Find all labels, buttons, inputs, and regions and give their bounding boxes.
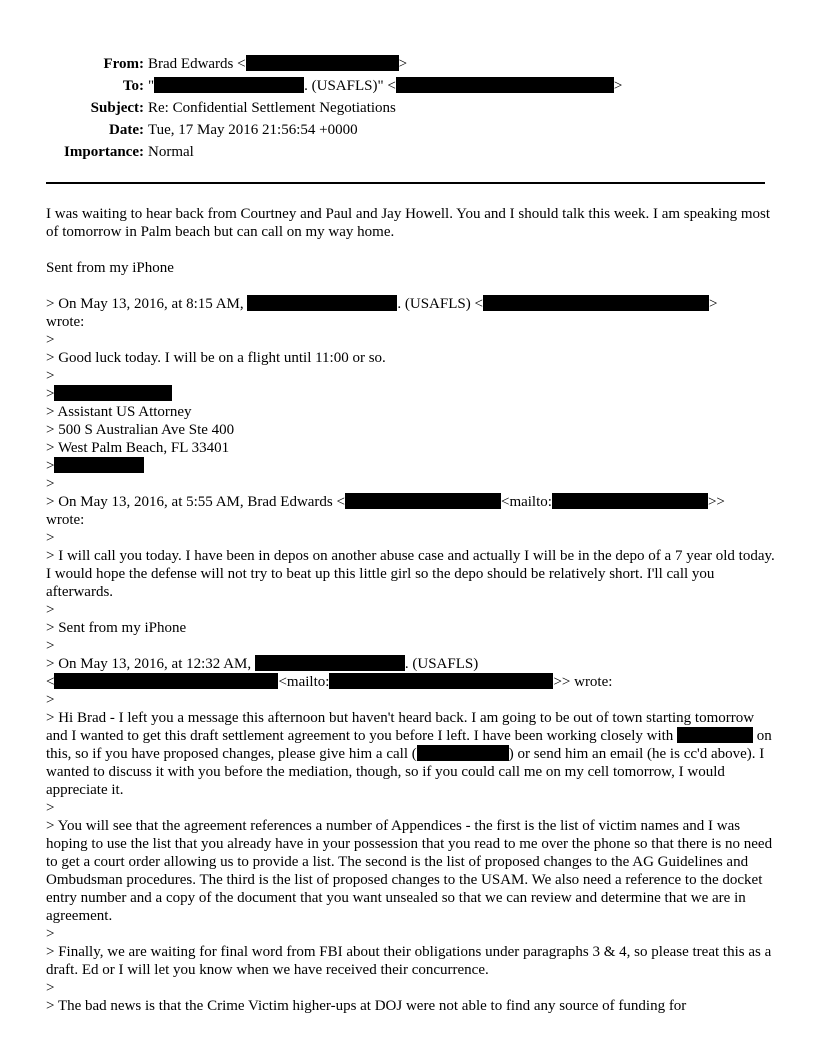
redaction-box bbox=[329, 673, 553, 689]
redaction-box bbox=[483, 295, 709, 311]
body-paragraph: I was waiting to hear back from Courtney and Paul and Jay Howell. You and I should talk this week. I am speaking most of tomorrow in Palm beach but can call on my way home. bbox=[46, 206, 771, 240]
redaction-box bbox=[396, 77, 614, 93]
quote-text: . (USAFLS) bbox=[404, 656, 479, 672]
to-label: To: bbox=[122, 78, 144, 94]
quote-text: > bbox=[708, 296, 718, 312]
quote-header bbox=[46, 295, 776, 313]
quote-line: wrote: bbox=[46, 314, 85, 330]
quote-line: wrote: bbox=[46, 512, 85, 528]
quote-text: < bbox=[46, 674, 55, 690]
quote-line: > bbox=[46, 530, 55, 546]
to-bracket: > bbox=[613, 78, 623, 94]
quote-line: > bbox=[46, 476, 55, 492]
quote-text: > On May 13, 2016, at 5:55 AM, Brad Edwards < bbox=[46, 494, 345, 510]
quote-paragraph: > The bad news is that the Crime Victim higher-ups at DOJ were not able to find any source of funding for bbox=[46, 998, 687, 1014]
quote-text: >> wrote: bbox=[553, 674, 613, 690]
quote-text: <mailto: bbox=[278, 674, 330, 690]
quote-text: > On May 13, 2016, at 12:32 AM, bbox=[46, 656, 255, 672]
quote-line: > bbox=[46, 332, 55, 348]
quote-line: > bbox=[46, 638, 55, 654]
subject-label: Subject: bbox=[90, 100, 144, 116]
redaction-box bbox=[54, 457, 144, 473]
redaction-box bbox=[154, 77, 304, 93]
quote-line bbox=[46, 673, 776, 691]
date-value: Tue, 17 May 2016 21:56:54 +0000 bbox=[148, 122, 358, 138]
header-divider bbox=[46, 182, 765, 184]
date-label: Date: bbox=[109, 122, 144, 138]
quote-line: > bbox=[46, 926, 55, 942]
from-label: From: bbox=[103, 56, 144, 72]
redaction-box bbox=[417, 745, 509, 761]
quote-text: . (USAFLS) < bbox=[397, 296, 483, 312]
quote-line: > Good luck today. I will be on a flight until 11:00 or so. bbox=[46, 350, 386, 366]
quote-text: <mailto: bbox=[500, 494, 552, 510]
date-row bbox=[40, 119, 622, 141]
redaction-box bbox=[246, 55, 399, 71]
quote-paragraph: > Finally, we are waiting for final word from FBI about their obligations under paragraphs 3 & 4, so please treat this as a draft. Ed or I will let you know when we have received their concurrence. bbox=[46, 944, 772, 978]
subject-row bbox=[40, 97, 622, 119]
quote-text: > On May 13, 2016, at 8:15 AM, bbox=[46, 296, 248, 312]
redaction-box bbox=[677, 727, 753, 743]
quote-text: >> bbox=[707, 494, 725, 510]
quote-line bbox=[46, 385, 776, 403]
quote-text: ) or send him an email (he is cc'd above). I wanted to discuss it with you before the mediation, though, so if you could call me on my cell tomorrow, I would appreciate it. bbox=[46, 746, 765, 798]
importance-row bbox=[40, 141, 622, 163]
quote-text: on this, so if you have proposed changes, please give him a call ( bbox=[46, 728, 772, 762]
redaction-box bbox=[345, 493, 501, 509]
quote-line: > bbox=[46, 692, 55, 708]
quote-paragraph: > I will call you today. I have been in depos on another abuse case and actually I will be in the depo of a 7 year old today. I would hope the defense will not try to beat up this little girl so the depo should be relatively short. I'll call you afterwards. bbox=[46, 548, 775, 600]
quote-line: > West Palm Beach, FL 33401 bbox=[46, 440, 230, 456]
quote-line: > bbox=[46, 368, 55, 384]
redaction-box bbox=[247, 295, 397, 311]
redaction-box bbox=[552, 493, 708, 509]
quote-line: > bbox=[46, 980, 55, 996]
quote-line: > 500 S Australian Ave Ste 400 bbox=[46, 422, 235, 438]
redaction-box bbox=[54, 385, 172, 401]
to-row bbox=[40, 75, 622, 97]
email-body bbox=[46, 205, 776, 1015]
from-value: Brad Edwards < bbox=[148, 56, 246, 72]
importance-label: Importance: bbox=[64, 144, 144, 160]
quote-line: > Sent from my iPhone bbox=[46, 620, 187, 636]
quote-line bbox=[46, 457, 776, 475]
to-value: . (USAFLS)" < bbox=[304, 78, 396, 94]
email-header bbox=[40, 53, 622, 163]
quote-line: > bbox=[46, 800, 55, 816]
quote-marker: > bbox=[46, 458, 55, 474]
quote-paragraph bbox=[46, 709, 776, 799]
importance-value: Normal bbox=[148, 144, 194, 160]
quote-paragraph: > You will see that the agreement references a number of Appendices - the first is the list of victim names and I was hoping to use the list that you already have in your possession that you read to me over the phone so that there is no need to get a court order allowing us to provide a list. The second is the list of proposed changes to the AG Guidelines and Ombudsman procedures. The third is the list of proposed changes to the USAM. We also need a reference to the docket entry number and a copy of the document that you want unsealed so that we can review and determine that we are in agreement. bbox=[46, 818, 773, 924]
redaction-box bbox=[255, 655, 405, 671]
subject-value: Re: Confidential Settlement Negotiations bbox=[148, 100, 396, 116]
from-row bbox=[40, 53, 622, 75]
quote-header bbox=[46, 493, 776, 511]
quote-header bbox=[46, 655, 776, 673]
sent-from-line: Sent from my iPhone bbox=[46, 260, 174, 276]
quote-line: > bbox=[46, 602, 55, 618]
redaction-box bbox=[54, 673, 278, 689]
quote-marker: > bbox=[46, 386, 55, 402]
quote-text: > Hi Brad - I left you a message this afternoon but haven't heard back. I am going to be out of town starting tomorrow and I wanted to get this draft settlement agreement to you before I left. I have been working closely with bbox=[46, 710, 755, 744]
to-quote: " bbox=[148, 78, 155, 94]
quote-line: > Assistant US Attorney bbox=[46, 404, 192, 420]
from-bracket: > bbox=[398, 56, 408, 72]
